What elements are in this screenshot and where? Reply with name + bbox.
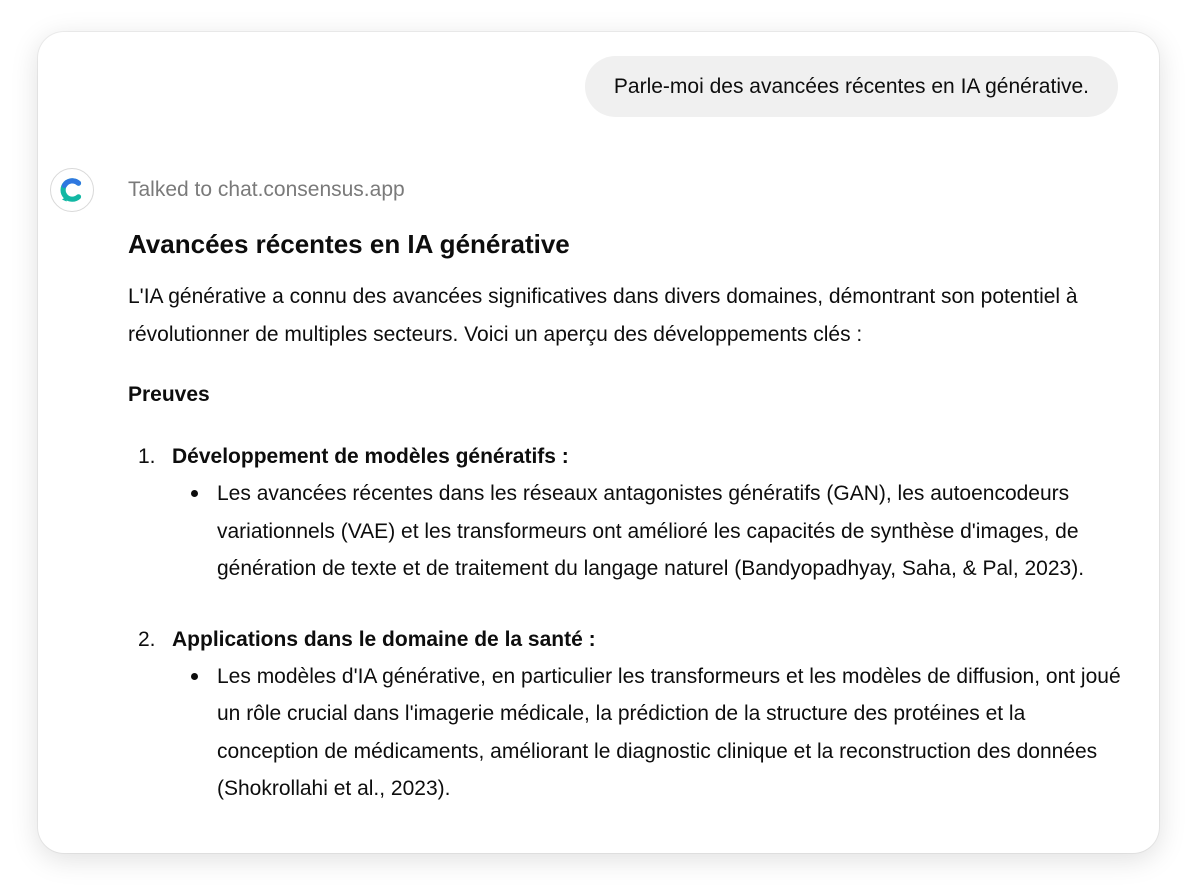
bullet-dot-icon (191, 673, 198, 680)
list-item-bullet (172, 475, 1129, 588)
assistant-avatar (50, 168, 94, 212)
list-item (128, 443, 1128, 588)
response-intro: L'IA générative a connu des avancées significatives dans divers domaines, démontrant son potentiel à révolutionner de multiples secteurs. Voici un aperçu des développements clés : (128, 285, 1078, 346)
bullet-text: Les avancées récentes dans les réseaux antagonistes génératifs (GAN), les autoencodeurs variationnels (VAE) et les transformeurs ont amélioré les capacités de synthèse d'images, de génération de texte et de traitement du langage naturel (Bandyopadhyay, Saha, & Pal, 2023). (217, 482, 1085, 580)
list-item-title: Développement de modèles génératifs : (172, 445, 569, 468)
bullet-text: Les modèles d'IA générative, en particulier les transformeurs et les modèles de diffusion, ont joué un rôle crucial dans l'imagerie médicale, la prédiction de la structure des protéines et la conception de médicaments, améliorant le diagnostic clinique et la reconstruction des données (Shokrollahi et al., 2023). (217, 664, 1121, 800)
consensus-logo-icon (57, 175, 87, 205)
section-label-evidence: Preuves (128, 383, 210, 406)
response-heading: Avancées récentes en IA générative (128, 229, 570, 259)
list-item-number: 2. (138, 627, 156, 651)
chat-window (38, 32, 1159, 853)
tool-usage-status[interactable]: Talked to chat.consensus.app (128, 178, 405, 201)
list-item-bullet (172, 658, 1129, 808)
user-message-bubble: Parle-moi des avancées récentes en IA générative. (585, 56, 1118, 117)
assistant-response (128, 228, 1128, 846)
bullet-dot-icon (191, 490, 198, 497)
list-item-number: 1. (138, 445, 156, 468)
list-item (128, 626, 1128, 808)
evidence-list (128, 443, 1128, 808)
list-item-title: Applications dans le domaine de la santé : (172, 627, 596, 651)
